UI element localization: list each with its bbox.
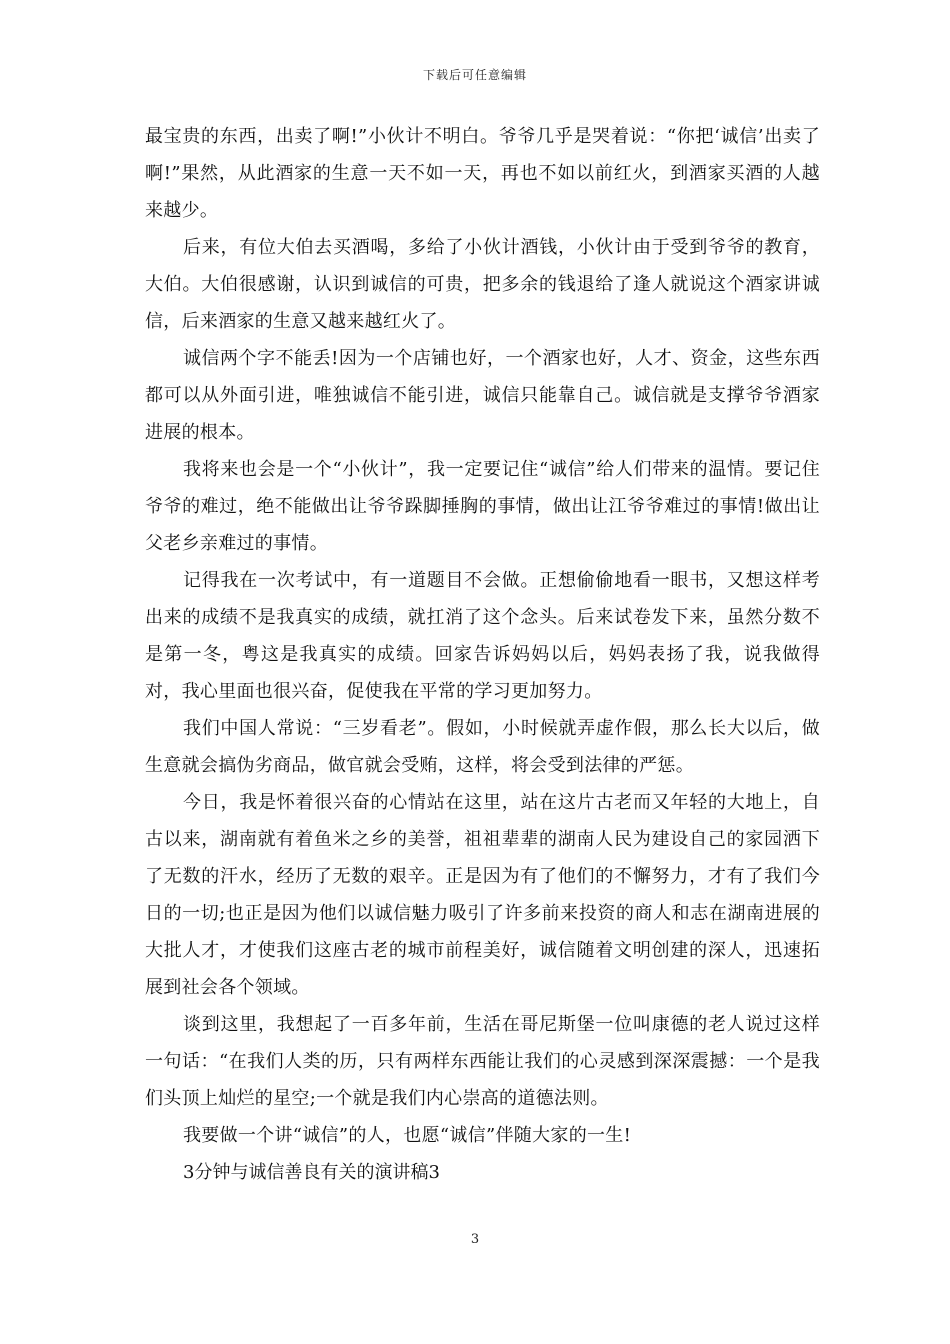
paragraph: 我们中国人常说：“三岁看老”。假如，小时候就弄虚作假，那么长大以后，做生意就会搞伪劣商品，做官就会受贿，这样，将会受到法律的严惩。 xyxy=(145,718,820,776)
section-heading: 3分钟与诚信善良有关的演讲稿3 xyxy=(183,1162,440,1183)
paragraph-continuation: 最宝贵的东西，出卖了啊!”小伙计不明白。爷爷几乎是哭着说：“你把‘诚信’出卖了啊!”果然，从此酒家的生意一天不如一天，再也不如以前红火，到酒家买酒的人越来越少。 xyxy=(145,126,820,221)
document-body xyxy=(145,118,820,1191)
paragraph: 我要做一个讲“诚信”的人，也愿“诚信”伴随大家的一生! xyxy=(183,1125,632,1146)
paragraph: 诚信两个字不能丢!因为一个店铺也好，一个酒家也好，人才、资金，这些东西都可以从外面引进，唯独诚信不能引进，诚信只能靠自己。诚信就是支撑爷爷酒家进展的根本。 xyxy=(145,348,820,443)
page-header: 下载后可任意编辑 xyxy=(422,68,527,82)
page-number: 3 xyxy=(470,1232,480,1247)
paragraph: 后来，有位大伯去买酒喝，多给了小伙计酒钱，小伙计由于受到爷爷的教育，大伯。大伯很感谢，认识到诚信的可贵，把多余的钱退给了逢人就说这个酒家讲诚信，后来酒家的生意又越来越红火了。 xyxy=(145,237,820,332)
paragraph: 我将来也会是一个“小伙计”，我一定要记住“诚信”给人们带来的温情。要记住爷爷的难过，绝不能做出让爷爷跺脚捶胸的事情，做出让江爷爷难过的事情!做出让父老乡亲难过的事情。 xyxy=(145,459,820,554)
paragraph: 今日，我是怀着很兴奋的心情站在这里，站在这片古老而又年轻的大地上，自古以来，湖南就有着鱼米之乡的美誉，祖祖辈辈的湖南人民为建设自己的家园洒下了无数的汗水，经历了无数的艰辛。正是因为有了他们的不懈努力，才有了我们今日的一切;也正是因为他们以诚信魅力吸引了许多前来投资的商人和志在湖南进展的大批人才，才使我们这座古老的城市前程美好，诚信随着文明创建的深人，迅速拓展到社会各个领域。 xyxy=(145,792,820,998)
paragraph: 记得我在一次考试中，有一道题目不会做。正想偷偷地看一眼书，又想这样考出来的成绩不是我真实的成绩，就扛消了这个念头。后来试卷发下来，虽然分数不是第一冬，粤这是我真实的成绩。回家告诉妈妈以后，妈妈表扬了我，说我做得对，我心里面也很兴奋，促使我在平常的学习更加努力。 xyxy=(145,570,820,702)
paragraph: 谈到这里，我想起了一百多年前，生活在哥尼斯堡一位叫康德的老人说过这样一句话：“在我们人类的历，只有两样东西能让我们的心灵感到深深震撼：一个是我们头顶上灿烂的星空;一个就是我们内心崇高的道德法则。 xyxy=(145,1014,820,1109)
